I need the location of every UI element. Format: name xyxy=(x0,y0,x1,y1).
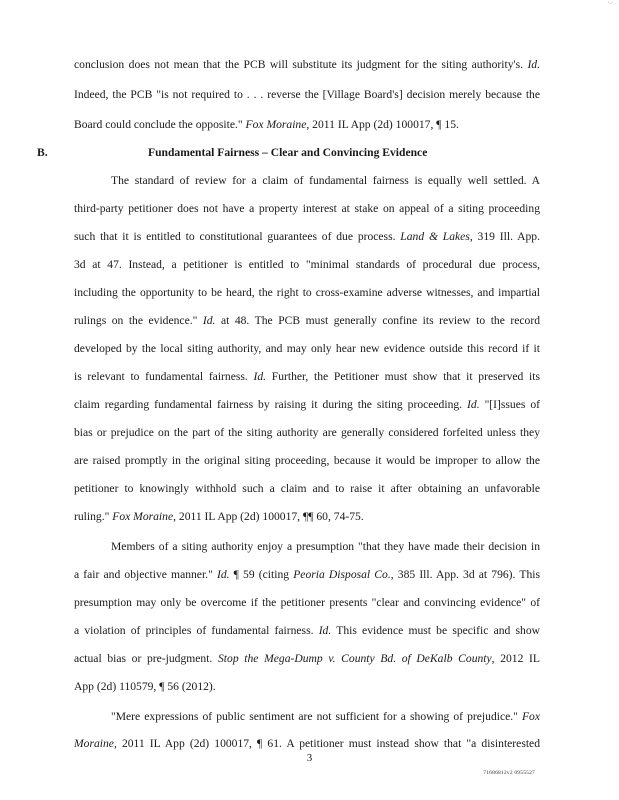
body-line xyxy=(74,565,540,585)
text-run: , 385 Ill. App. 3d at 796). This xyxy=(390,568,540,581)
text-run: is relevant to fundamental fairness. xyxy=(74,370,254,383)
citation-run: Stop the Mega-Dump v. County Bd. of DeKalb County xyxy=(218,652,492,665)
text-run: conclusion does not mean that the PCB will substitute its judgment for the siting authority's. xyxy=(74,58,528,71)
text-run: App (2d) 110579, ¶ 56 (2012). xyxy=(74,680,216,693)
text-run: ¶ 59 (citing xyxy=(229,568,294,581)
text-run: , 2011 IL App (2d) 100017, ¶¶ 60, 74-75. xyxy=(173,510,364,523)
citation-run: Land & Lakes xyxy=(400,230,470,243)
citation-run: Id. xyxy=(527,58,540,71)
citation-run: Id. xyxy=(318,624,332,637)
text-run: a violation of principles of fundamental fairness. xyxy=(74,624,319,637)
body-line xyxy=(74,85,540,105)
text-run: developed by the local siting authority, and may only hear new evidence outside this record if it xyxy=(74,342,540,355)
text-run: 3d at 47. Instead, a petitioner is entitled to "minimal standards of procedural due process, xyxy=(74,258,540,271)
citation-run: Peoria Disposal Co. xyxy=(293,568,391,581)
body-line xyxy=(74,423,540,443)
citation-run: Fox Moraine xyxy=(112,510,174,523)
body-line xyxy=(74,115,540,135)
citation-run: Fox Moraine xyxy=(245,118,307,131)
citation-run: Id. xyxy=(253,370,267,383)
text-run: Board could conclude the opposite." xyxy=(74,118,246,131)
section-letter: B. xyxy=(37,146,48,159)
text-run: rulings on the evidence." xyxy=(74,314,203,327)
text-run: , 2011 IL App (2d) 100017, ¶ 15. xyxy=(306,118,459,131)
text-run: "Mere expressions of public sentiment are not sufficient for a showing of prejudice." xyxy=(111,710,522,723)
text-run: Further, the Petitioner must show that it preserved its xyxy=(266,370,541,383)
text-run: at 48. The PCB must generally confine its review to the record xyxy=(215,314,540,327)
body-line xyxy=(74,593,540,613)
body-line xyxy=(74,339,540,359)
body-line xyxy=(74,255,540,275)
text-run: , 2011 IL App (2d) 100017, ¶ 61. A petitioner must instead show that "a disinterested xyxy=(113,737,540,750)
text-run: a fair and objective manner." xyxy=(74,568,217,581)
text-run: actual bias or pre-judgment. xyxy=(74,652,218,665)
text-run: presumption may only be overcome if the petitioner presents "clear and convincing evidence" of xyxy=(74,596,540,609)
body-line xyxy=(74,621,540,641)
body-line xyxy=(74,451,540,471)
text-run: Indeed, the PCB "is not required to . . . reverse the [Village Board's] decision merely because the xyxy=(74,88,540,101)
citation-run: Moraine xyxy=(74,737,114,750)
body-line xyxy=(74,734,540,754)
body-line xyxy=(111,707,540,727)
body-line xyxy=(74,55,540,75)
text-run: "[I]ssues of xyxy=(479,398,540,411)
text-run: third-party petitioner does not have a property interest at stake on appeal of a siting proceeding xyxy=(74,202,540,215)
body-line xyxy=(74,311,540,331)
citation-run: Fox xyxy=(521,710,540,723)
document-id: 71686812v2 0955527 xyxy=(483,770,535,776)
citation-run: Id. xyxy=(202,314,216,327)
text-run: are raised promptly in the original siting proceeding, because it would be improper to allow the xyxy=(74,454,540,467)
body-line xyxy=(74,367,540,387)
body-line xyxy=(111,171,540,191)
text-run: This evidence must be specific and show xyxy=(331,624,540,637)
corner-mark: ·.· xyxy=(607,0,613,6)
body-line xyxy=(74,479,540,499)
body-line xyxy=(74,199,540,219)
body-line xyxy=(74,283,540,303)
citation-run: Id. xyxy=(467,398,480,411)
body-line xyxy=(74,227,540,247)
text-run: petitioner to knowingly withhold such a claim and to raise it after obtaining an unfavorable xyxy=(74,482,540,495)
body-line xyxy=(74,507,540,527)
body-line xyxy=(74,395,540,415)
citation-run: Id. xyxy=(216,568,230,581)
body-line xyxy=(74,649,540,669)
body-line xyxy=(111,537,540,557)
section-heading xyxy=(0,143,619,163)
text-run: , 2012 IL xyxy=(491,652,540,665)
page-number: 3 xyxy=(306,752,313,764)
text-run: The standard of review for a claim of fundamental fairness is equally well settled. A xyxy=(111,174,540,187)
text-run: Members of a siting authority enjoy a presumption "that they have made their decision in xyxy=(111,540,540,553)
text-run: bias or prejudice on the part of the siting authority are generally considered forfeited unless they xyxy=(74,426,540,439)
body-line xyxy=(74,677,540,697)
section-title: Fundamental Fairness – Clear and Convincing Evidence xyxy=(148,146,428,159)
text-run: , 319 Ill. App. xyxy=(469,230,540,243)
text-run: claim regarding fundamental fairness by raising it during the siting proceeding. xyxy=(74,398,468,411)
text-run: such that it is entitled to constitutional guarantees of due process. xyxy=(74,230,401,243)
text-run: including the opportunity to be heard, the right to cross-examine adverse witnesses, and impartial xyxy=(74,286,540,299)
text-run: ruling." xyxy=(74,510,113,523)
